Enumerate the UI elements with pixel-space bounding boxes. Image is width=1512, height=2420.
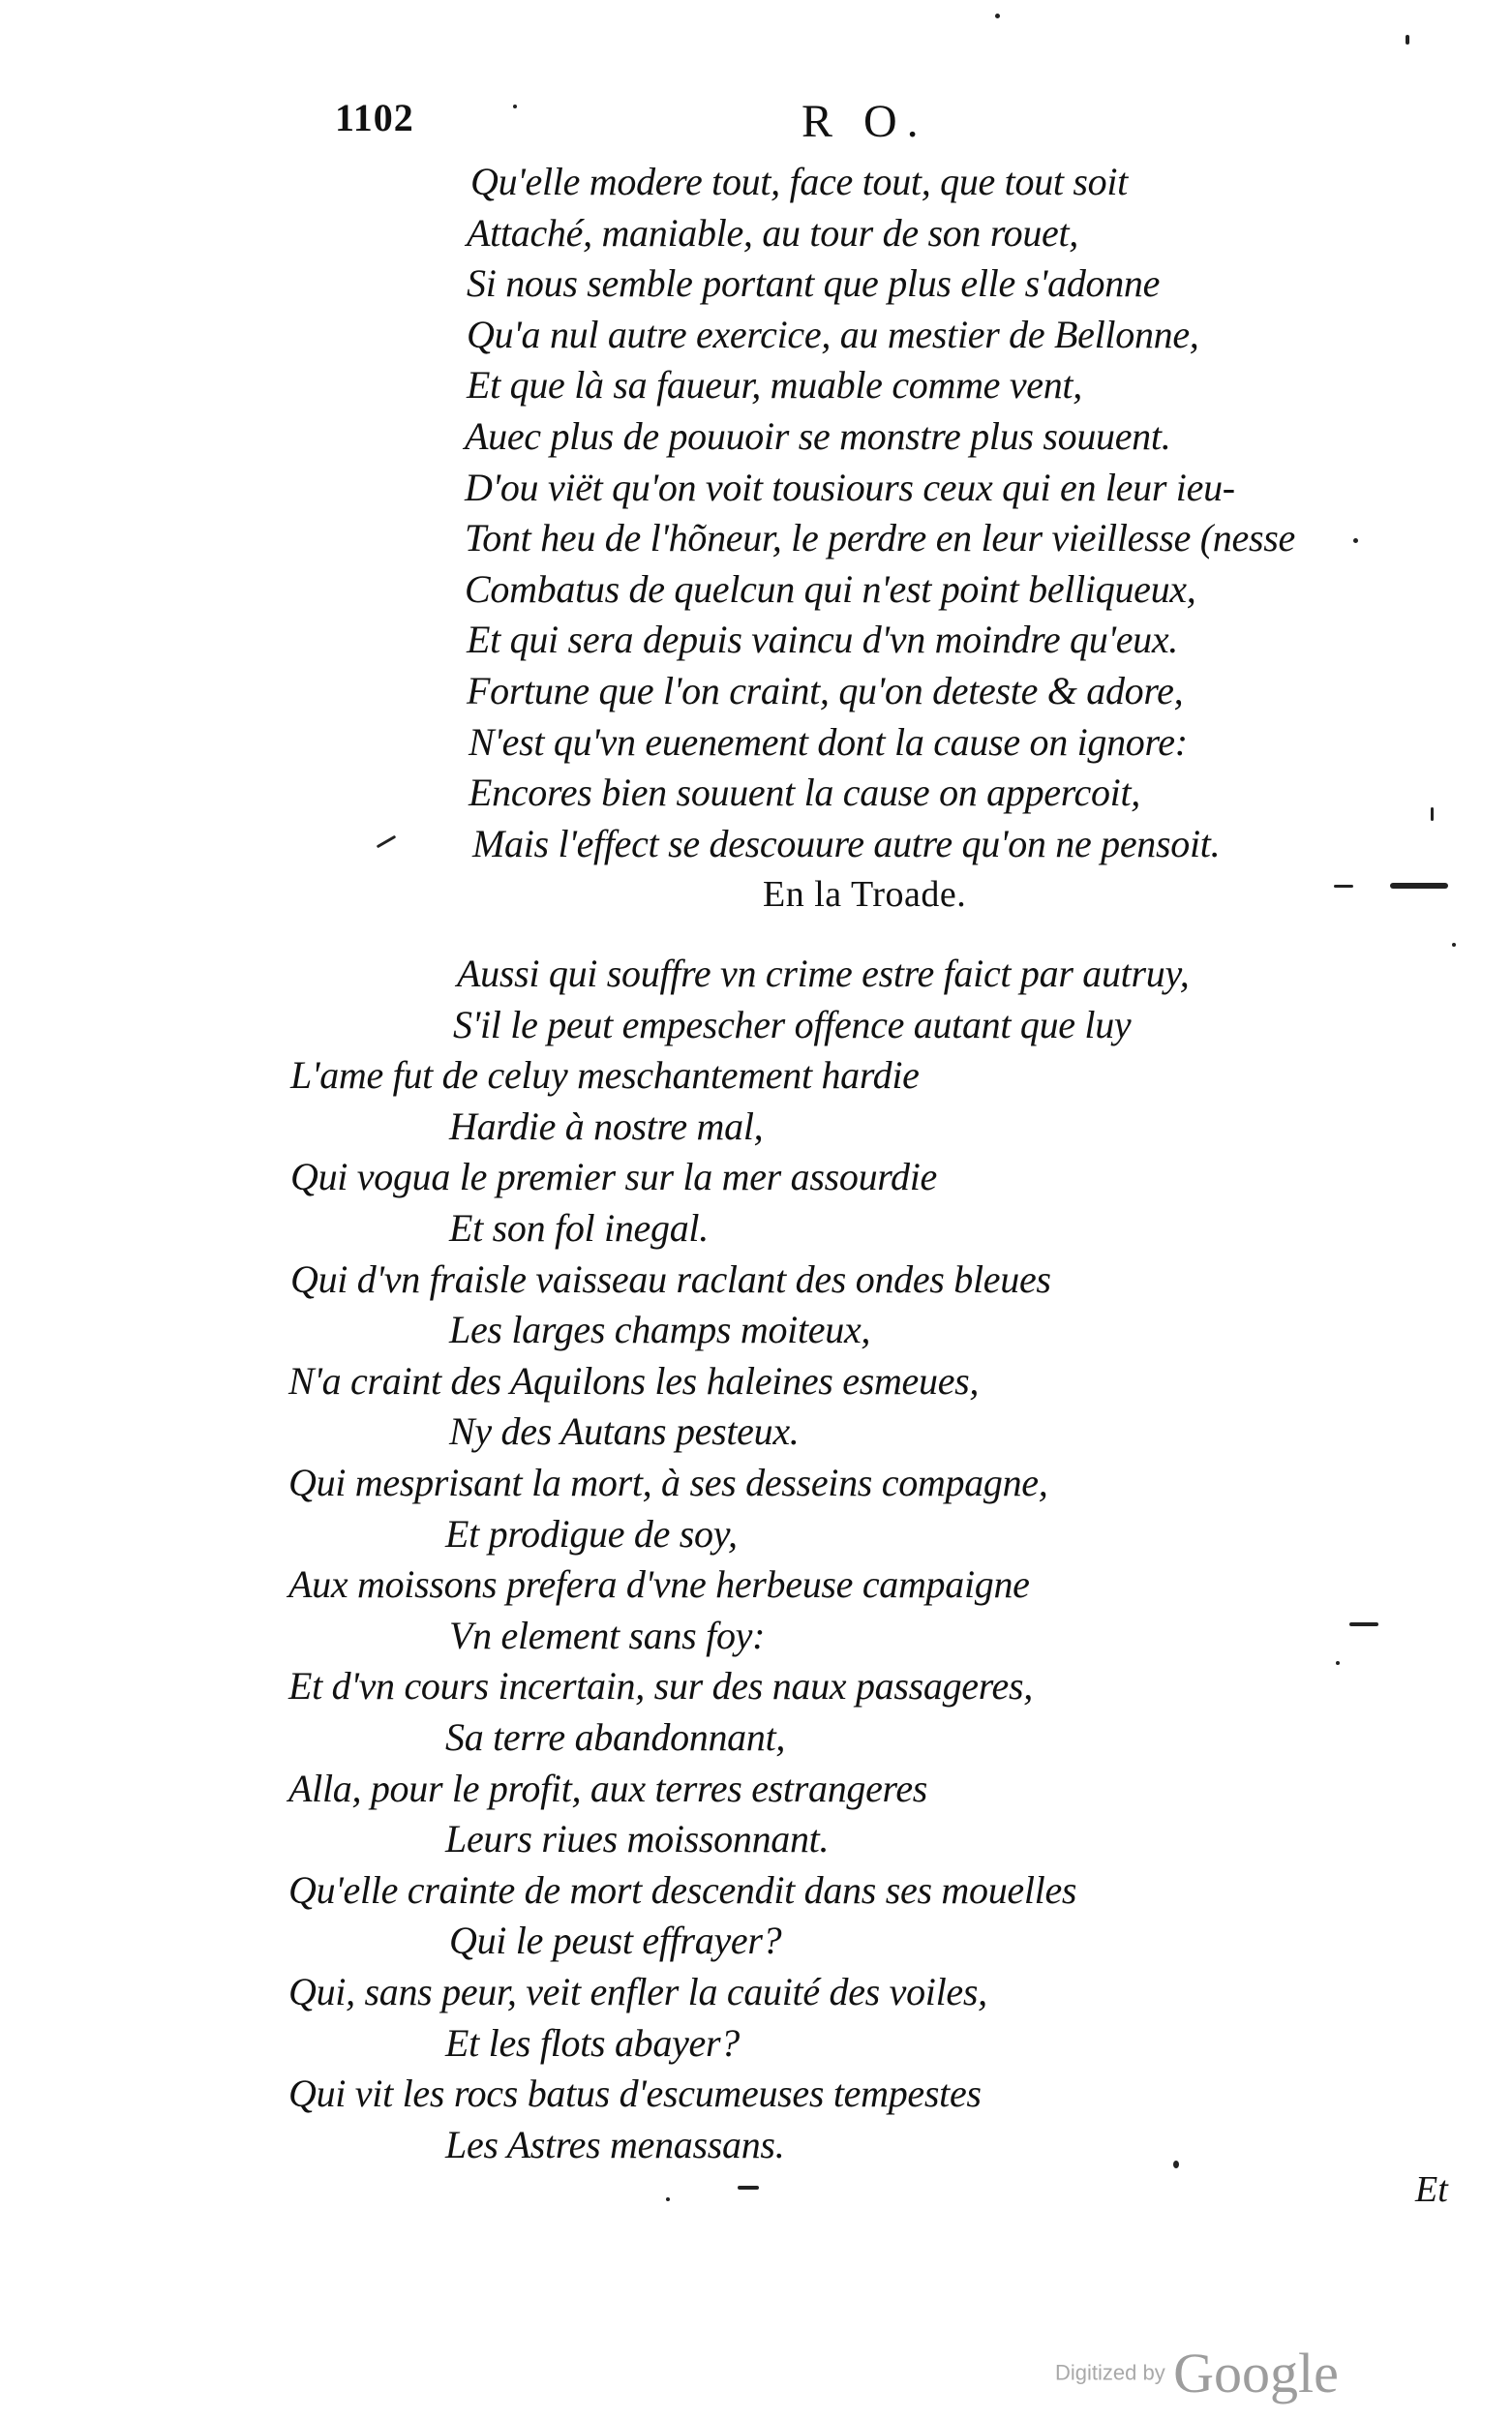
catchword: Et [1415, 2169, 1448, 2210]
scan-speck [377, 835, 397, 849]
verse-line: Et prodigue de soy, [445, 1512, 738, 1556]
section-heading: En la Troade. [763, 874, 967, 915]
verse-line: Sa terre abandonnant, [445, 1715, 786, 1759]
verse-line: S'il le peut empescher offence autant que luy [453, 1003, 1132, 1046]
verse-line: Qui mesprisant la mort, à ses desseins compagne, [288, 1461, 1048, 1504]
page-header [0, 95, 1512, 153]
verse-line: Mais l'effect se descouure autre qu'on ne pensoit. [472, 822, 1221, 865]
verse-line: Et les flots abayer? [445, 2021, 740, 2065]
verse-line: Qui d'vn fraisle vaisseau raclant des ondes bleues [290, 1257, 1051, 1301]
running-head: R O. [801, 96, 928, 147]
verse-line: Et qui sera depuis vaincu d'vn moindre qu'eux. [467, 618, 1179, 661]
scan-speck [1336, 1661, 1340, 1665]
verse-line: Alla, pour le profit, aux terres estrangeres [288, 1767, 928, 1810]
verse-line: Qu'elle modere tout, face tout, que tout soit [470, 160, 1129, 203]
verse-line: Tont heu de l'hõneur, le perdre en leur vieillesse (nesse [465, 516, 1295, 560]
verse-line: Ny des Autans pesteux. [449, 1409, 800, 1453]
scan-speck [1349, 1622, 1378, 1626]
scan-speck [513, 105, 517, 108]
digitization-watermark [1055, 2341, 1339, 2405]
verse-line: Auec plus de pouuoir se monstre plus souuent. [465, 414, 1171, 458]
verse-line: Qui vit les rocs batus d'escumeuses tempestes [288, 2072, 982, 2115]
scan-speck [738, 2186, 759, 2190]
verse-line: Combatus de quelcun qui n'est point belliqueux, [465, 567, 1196, 611]
watermark-prefix: Digitized by [1055, 2360, 1165, 2385]
verse-line: Si nous semble portant que plus elle s'adonne [467, 261, 1161, 305]
verse-line: L'ame fut de celuy meschantement hardie [290, 1053, 920, 1097]
scan-speck [1353, 538, 1358, 543]
scan-speck [666, 2197, 670, 2201]
verse-line: Et son fol inegal. [449, 1206, 709, 1250]
page-number: 1102 [335, 96, 414, 139]
verse-line: Les larges champs moiteux, [449, 1308, 871, 1351]
verse-line: Fortune que l'on craint, qu'on deteste & adore, [467, 669, 1184, 712]
verse-line: N'est qu'vn euenement dont la cause on ignore: [469, 720, 1188, 764]
verse-line: Et que là sa faueur, muable comme vent, [467, 363, 1082, 407]
verse-line: D'ou viët qu'on voit tousiours ceux qui en leur ieu- [465, 466, 1235, 509]
verse-line: Encores bien souuent la cause on appercoit, [469, 771, 1140, 814]
verse-line: Qui, sans peur, veit enfler la cauité des voiles, [288, 1970, 987, 2013]
scan-speck [1431, 807, 1434, 821]
scan-speck [1334, 885, 1353, 888]
scan-speck [1390, 883, 1448, 889]
scan-speck [995, 14, 1000, 18]
scan-speck [1173, 2161, 1179, 2168]
verse-line: Leurs riues moissonnant. [445, 1817, 830, 1860]
verse-line: Les Astres menassans. [445, 2123, 785, 2166]
verse-line: N'a craint des Aquilons les haleines esmeues, [288, 1359, 980, 1403]
google-logo: Google [1173, 2342, 1339, 2405]
verse-line: Qui le peust effrayer? [449, 1919, 782, 1962]
scan-speck [1406, 35, 1409, 45]
verse-line: Aussi qui souffre vn crime estre faict par autruy, [457, 952, 1190, 995]
verse-line: Attaché, maniable, au tour de son rouet, [467, 211, 1078, 255]
scan-speck [1452, 943, 1456, 947]
verse-line: Et d'vn cours incertain, sur des naux passageres, [288, 1664, 1033, 1708]
verse-line: Qui vogua le premier sur la mer assourdie [290, 1155, 938, 1198]
verse-line: Vn element sans foy: [449, 1614, 766, 1657]
verse-line: Hardie à nostre mal, [449, 1104, 764, 1148]
verse-line: Aux moissons prefera d'vne herbeuse campaigne [288, 1562, 1030, 1606]
verse-line: Qu'elle crainte de mort descendit dans ses mouelles [288, 1868, 1077, 1912]
verse-line: Qu'a nul autre exercice, au mestier de Bellonne, [467, 313, 1199, 356]
